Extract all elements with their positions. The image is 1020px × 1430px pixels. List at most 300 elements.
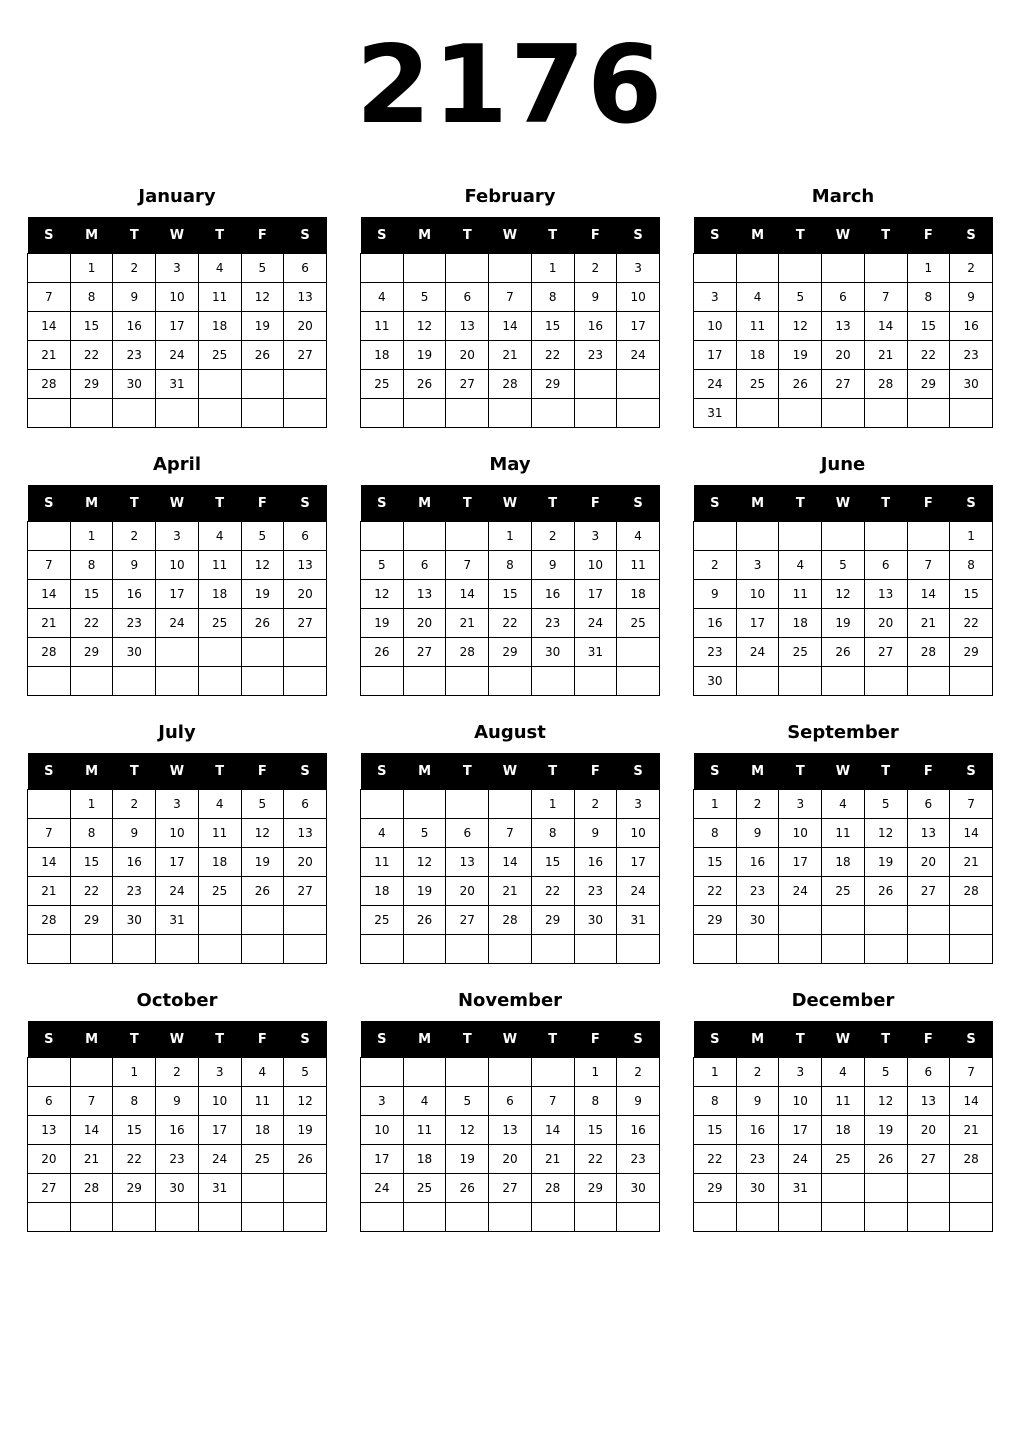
- day-cell[interactable]: 16: [736, 848, 779, 877]
- day-cell[interactable]: 21: [489, 877, 532, 906]
- day-cell[interactable]: 1: [531, 790, 574, 819]
- day-cell[interactable]: 16: [156, 1116, 199, 1145]
- day-cell[interactable]: 12: [403, 848, 446, 877]
- day-cell[interactable]: 2: [156, 1058, 199, 1087]
- day-cell[interactable]: 12: [779, 312, 822, 341]
- day-cell[interactable]: 5: [284, 1058, 327, 1087]
- day-cell[interactable]: 7: [446, 551, 489, 580]
- day-cell[interactable]: 29: [70, 638, 113, 667]
- day-cell[interactable]: 10: [156, 283, 199, 312]
- day-cell[interactable]: 17: [361, 1145, 404, 1174]
- day-cell[interactable]: 7: [864, 283, 907, 312]
- day-cell[interactable]: 26: [284, 1145, 327, 1174]
- day-cell[interactable]: 6: [284, 254, 327, 283]
- day-cell[interactable]: 17: [617, 848, 660, 877]
- day-cell[interactable]: 29: [950, 638, 993, 667]
- day-cell[interactable]: 3: [156, 254, 199, 283]
- day-cell[interactable]: 14: [28, 848, 71, 877]
- day-cell[interactable]: 20: [284, 312, 327, 341]
- day-cell[interactable]: 11: [779, 580, 822, 609]
- day-cell[interactable]: 3: [694, 283, 737, 312]
- day-cell[interactable]: 3: [198, 1058, 241, 1087]
- day-cell[interactable]: 21: [70, 1145, 113, 1174]
- day-cell[interactable]: 4: [779, 551, 822, 580]
- day-cell[interactable]: 16: [736, 1116, 779, 1145]
- day-cell[interactable]: 24: [361, 1174, 404, 1203]
- day-cell[interactable]: 8: [907, 283, 950, 312]
- day-cell[interactable]: 19: [822, 609, 865, 638]
- day-cell[interactable]: 17: [617, 312, 660, 341]
- day-cell[interactable]: 20: [822, 341, 865, 370]
- day-cell[interactable]: 2: [694, 551, 737, 580]
- day-cell[interactable]: 9: [574, 819, 617, 848]
- day-cell[interactable]: 2: [617, 1058, 660, 1087]
- day-cell[interactable]: 20: [28, 1145, 71, 1174]
- day-cell[interactable]: 4: [198, 522, 241, 551]
- day-cell[interactable]: 28: [489, 906, 532, 935]
- day-cell[interactable]: 13: [907, 819, 950, 848]
- day-cell[interactable]: 3: [156, 522, 199, 551]
- day-cell[interactable]: 22: [531, 877, 574, 906]
- day-cell[interactable]: 29: [531, 370, 574, 399]
- day-cell[interactable]: 17: [779, 1116, 822, 1145]
- day-cell[interactable]: 19: [779, 341, 822, 370]
- day-cell[interactable]: 29: [694, 906, 737, 935]
- day-cell[interactable]: 9: [950, 283, 993, 312]
- day-cell[interactable]: 25: [617, 609, 660, 638]
- day-cell[interactable]: 27: [446, 370, 489, 399]
- day-cell[interactable]: 20: [864, 609, 907, 638]
- day-cell[interactable]: 8: [70, 819, 113, 848]
- day-cell[interactable]: 9: [736, 1087, 779, 1116]
- day-cell[interactable]: 7: [28, 283, 71, 312]
- day-cell[interactable]: 7: [28, 819, 71, 848]
- day-cell[interactable]: 10: [156, 819, 199, 848]
- day-cell[interactable]: 31: [694, 399, 737, 428]
- day-cell[interactable]: 31: [779, 1174, 822, 1203]
- day-cell[interactable]: 24: [617, 877, 660, 906]
- day-cell[interactable]: 30: [736, 1174, 779, 1203]
- day-cell[interactable]: 3: [736, 551, 779, 580]
- day-cell[interactable]: 24: [694, 370, 737, 399]
- day-cell[interactable]: 7: [489, 819, 532, 848]
- day-cell[interactable]: 9: [113, 551, 156, 580]
- day-cell[interactable]: 1: [113, 1058, 156, 1087]
- day-cell[interactable]: 31: [156, 906, 199, 935]
- day-cell[interactable]: 25: [198, 877, 241, 906]
- day-cell[interactable]: 6: [446, 819, 489, 848]
- day-cell[interactable]: 24: [779, 1145, 822, 1174]
- day-cell[interactable]: 19: [446, 1145, 489, 1174]
- day-cell[interactable]: 14: [907, 580, 950, 609]
- day-cell[interactable]: 6: [489, 1087, 532, 1116]
- day-cell[interactable]: 17: [694, 341, 737, 370]
- day-cell[interactable]: 23: [736, 1145, 779, 1174]
- day-cell[interactable]: 17: [156, 312, 199, 341]
- day-cell[interactable]: 13: [403, 580, 446, 609]
- day-cell[interactable]: 21: [446, 609, 489, 638]
- day-cell[interactable]: 14: [489, 848, 532, 877]
- day-cell[interactable]: 30: [950, 370, 993, 399]
- day-cell[interactable]: 29: [113, 1174, 156, 1203]
- day-cell[interactable]: 23: [574, 877, 617, 906]
- day-cell[interactable]: 2: [113, 522, 156, 551]
- day-cell[interactable]: 27: [284, 609, 327, 638]
- day-cell[interactable]: 23: [574, 341, 617, 370]
- day-cell[interactable]: 18: [736, 341, 779, 370]
- day-cell[interactable]: 27: [822, 370, 865, 399]
- day-cell[interactable]: 14: [531, 1116, 574, 1145]
- day-cell[interactable]: 27: [907, 1145, 950, 1174]
- day-cell[interactable]: 23: [694, 638, 737, 667]
- day-cell[interactable]: 30: [694, 667, 737, 696]
- day-cell[interactable]: 10: [156, 551, 199, 580]
- day-cell[interactable]: 30: [736, 906, 779, 935]
- day-cell[interactable]: 22: [70, 877, 113, 906]
- day-cell[interactable]: 1: [574, 1058, 617, 1087]
- day-cell[interactable]: 11: [822, 819, 865, 848]
- day-cell[interactable]: 18: [822, 1116, 865, 1145]
- day-cell[interactable]: 27: [864, 638, 907, 667]
- day-cell[interactable]: 15: [70, 580, 113, 609]
- day-cell[interactable]: 23: [531, 609, 574, 638]
- day-cell[interactable]: 9: [574, 283, 617, 312]
- day-cell[interactable]: 15: [70, 848, 113, 877]
- day-cell[interactable]: 16: [113, 312, 156, 341]
- day-cell[interactable]: 25: [361, 370, 404, 399]
- day-cell[interactable]: 30: [113, 370, 156, 399]
- day-cell[interactable]: 28: [28, 370, 71, 399]
- day-cell[interactable]: 30: [156, 1174, 199, 1203]
- day-cell[interactable]: 20: [284, 580, 327, 609]
- day-cell[interactable]: 10: [779, 1087, 822, 1116]
- day-cell[interactable]: 19: [403, 341, 446, 370]
- day-cell[interactable]: 13: [446, 848, 489, 877]
- day-cell[interactable]: 21: [28, 609, 71, 638]
- day-cell[interactable]: 30: [531, 638, 574, 667]
- day-cell[interactable]: 2: [574, 254, 617, 283]
- day-cell[interactable]: 29: [694, 1174, 737, 1203]
- day-cell[interactable]: 8: [531, 283, 574, 312]
- day-cell[interactable]: 8: [70, 283, 113, 312]
- day-cell[interactable]: 18: [403, 1145, 446, 1174]
- day-cell[interactable]: 6: [403, 551, 446, 580]
- day-cell[interactable]: 24: [574, 609, 617, 638]
- day-cell[interactable]: 1: [70, 522, 113, 551]
- day-cell[interactable]: 15: [531, 848, 574, 877]
- day-cell[interactable]: 25: [779, 638, 822, 667]
- day-cell[interactable]: 13: [907, 1087, 950, 1116]
- day-cell[interactable]: 25: [198, 341, 241, 370]
- day-cell[interactable]: 28: [864, 370, 907, 399]
- day-cell[interactable]: 23: [113, 609, 156, 638]
- day-cell[interactable]: 18: [361, 341, 404, 370]
- day-cell[interactable]: 16: [694, 609, 737, 638]
- day-cell[interactable]: 27: [446, 906, 489, 935]
- day-cell[interactable]: 25: [361, 906, 404, 935]
- day-cell[interactable]: 10: [694, 312, 737, 341]
- day-cell[interactable]: 6: [28, 1087, 71, 1116]
- day-cell[interactable]: 3: [361, 1087, 404, 1116]
- day-cell[interactable]: 26: [822, 638, 865, 667]
- day-cell[interactable]: 31: [156, 370, 199, 399]
- day-cell[interactable]: 9: [617, 1087, 660, 1116]
- day-cell[interactable]: 11: [617, 551, 660, 580]
- day-cell[interactable]: 16: [113, 848, 156, 877]
- day-cell[interactable]: 2: [950, 254, 993, 283]
- day-cell[interactable]: 11: [361, 848, 404, 877]
- day-cell[interactable]: 5: [403, 283, 446, 312]
- day-cell[interactable]: 3: [617, 790, 660, 819]
- day-cell[interactable]: 6: [864, 551, 907, 580]
- day-cell[interactable]: 15: [70, 312, 113, 341]
- day-cell[interactable]: 1: [70, 790, 113, 819]
- day-cell[interactable]: 3: [156, 790, 199, 819]
- day-cell[interactable]: 23: [113, 341, 156, 370]
- day-cell[interactable]: 24: [736, 638, 779, 667]
- day-cell[interactable]: 9: [694, 580, 737, 609]
- day-cell[interactable]: 2: [736, 790, 779, 819]
- day-cell[interactable]: 28: [950, 1145, 993, 1174]
- day-cell[interactable]: 5: [864, 790, 907, 819]
- day-cell[interactable]: 26: [403, 370, 446, 399]
- day-cell[interactable]: 16: [617, 1116, 660, 1145]
- day-cell[interactable]: 28: [531, 1174, 574, 1203]
- day-cell[interactable]: 29: [531, 906, 574, 935]
- day-cell[interactable]: 12: [361, 580, 404, 609]
- day-cell[interactable]: 14: [446, 580, 489, 609]
- day-cell[interactable]: 20: [489, 1145, 532, 1174]
- day-cell[interactable]: 7: [950, 790, 993, 819]
- day-cell[interactable]: 11: [198, 283, 241, 312]
- day-cell[interactable]: 13: [284, 819, 327, 848]
- day-cell[interactable]: 11: [822, 1087, 865, 1116]
- day-cell[interactable]: 11: [403, 1116, 446, 1145]
- day-cell[interactable]: 12: [822, 580, 865, 609]
- day-cell[interactable]: 26: [779, 370, 822, 399]
- day-cell[interactable]: 4: [403, 1087, 446, 1116]
- day-cell[interactable]: 6: [907, 790, 950, 819]
- day-cell[interactable]: 8: [531, 819, 574, 848]
- day-cell[interactable]: 30: [113, 638, 156, 667]
- day-cell[interactable]: 28: [950, 877, 993, 906]
- day-cell[interactable]: 7: [70, 1087, 113, 1116]
- day-cell[interactable]: 8: [70, 551, 113, 580]
- day-cell[interactable]: 11: [736, 312, 779, 341]
- day-cell[interactable]: 22: [694, 877, 737, 906]
- day-cell[interactable]: 27: [489, 1174, 532, 1203]
- day-cell[interactable]: 4: [241, 1058, 284, 1087]
- day-cell[interactable]: 5: [361, 551, 404, 580]
- day-cell[interactable]: 19: [403, 877, 446, 906]
- day-cell[interactable]: 10: [617, 819, 660, 848]
- day-cell[interactable]: 1: [694, 1058, 737, 1087]
- day-cell[interactable]: 13: [489, 1116, 532, 1145]
- day-cell[interactable]: 18: [241, 1116, 284, 1145]
- day-cell[interactable]: 19: [361, 609, 404, 638]
- day-cell[interactable]: 20: [446, 877, 489, 906]
- day-cell[interactable]: 26: [361, 638, 404, 667]
- day-cell[interactable]: 25: [198, 609, 241, 638]
- day-cell[interactable]: 28: [907, 638, 950, 667]
- day-cell[interactable]: 5: [241, 254, 284, 283]
- day-cell[interactable]: 21: [489, 341, 532, 370]
- day-cell[interactable]: 26: [446, 1174, 489, 1203]
- day-cell[interactable]: 24: [617, 341, 660, 370]
- day-cell[interactable]: 24: [156, 877, 199, 906]
- day-cell[interactable]: 14: [70, 1116, 113, 1145]
- day-cell[interactable]: 5: [446, 1087, 489, 1116]
- day-cell[interactable]: 2: [736, 1058, 779, 1087]
- day-cell[interactable]: 21: [531, 1145, 574, 1174]
- day-cell[interactable]: 7: [531, 1087, 574, 1116]
- day-cell[interactable]: 18: [198, 312, 241, 341]
- day-cell[interactable]: 25: [822, 1145, 865, 1174]
- day-cell[interactable]: 5: [779, 283, 822, 312]
- day-cell[interactable]: 2: [113, 254, 156, 283]
- day-cell[interactable]: 6: [822, 283, 865, 312]
- day-cell[interactable]: 11: [198, 551, 241, 580]
- day-cell[interactable]: 17: [198, 1116, 241, 1145]
- day-cell[interactable]: 17: [736, 609, 779, 638]
- day-cell[interactable]: 22: [950, 609, 993, 638]
- day-cell[interactable]: 19: [864, 848, 907, 877]
- day-cell[interactable]: 20: [907, 848, 950, 877]
- day-cell[interactable]: 9: [113, 819, 156, 848]
- day-cell[interactable]: 28: [28, 906, 71, 935]
- day-cell[interactable]: 22: [907, 341, 950, 370]
- day-cell[interactable]: 12: [864, 819, 907, 848]
- day-cell[interactable]: 3: [617, 254, 660, 283]
- day-cell[interactable]: 1: [531, 254, 574, 283]
- day-cell[interactable]: 1: [694, 790, 737, 819]
- day-cell[interactable]: 12: [284, 1087, 327, 1116]
- day-cell[interactable]: 1: [950, 522, 993, 551]
- day-cell[interactable]: 5: [241, 522, 284, 551]
- day-cell[interactable]: 24: [156, 609, 199, 638]
- day-cell[interactable]: 29: [907, 370, 950, 399]
- day-cell[interactable]: 7: [907, 551, 950, 580]
- day-cell[interactable]: 12: [241, 283, 284, 312]
- day-cell[interactable]: 1: [489, 522, 532, 551]
- day-cell[interactable]: 22: [113, 1145, 156, 1174]
- day-cell[interactable]: 18: [198, 848, 241, 877]
- day-cell[interactable]: 19: [241, 312, 284, 341]
- day-cell[interactable]: 5: [822, 551, 865, 580]
- day-cell[interactable]: 30: [113, 906, 156, 935]
- day-cell[interactable]: 5: [241, 790, 284, 819]
- day-cell[interactable]: 25: [736, 370, 779, 399]
- day-cell[interactable]: 18: [617, 580, 660, 609]
- day-cell[interactable]: 13: [446, 312, 489, 341]
- day-cell[interactable]: 24: [156, 341, 199, 370]
- day-cell[interactable]: 25: [822, 877, 865, 906]
- day-cell[interactable]: 26: [241, 877, 284, 906]
- day-cell[interactable]: 30: [617, 1174, 660, 1203]
- day-cell[interactable]: 6: [446, 283, 489, 312]
- day-cell[interactable]: 27: [28, 1174, 71, 1203]
- day-cell[interactable]: 22: [489, 609, 532, 638]
- day-cell[interactable]: 12: [446, 1116, 489, 1145]
- day-cell[interactable]: 22: [574, 1145, 617, 1174]
- day-cell[interactable]: 2: [574, 790, 617, 819]
- day-cell[interactable]: 19: [864, 1116, 907, 1145]
- day-cell[interactable]: 17: [574, 580, 617, 609]
- day-cell[interactable]: 3: [779, 790, 822, 819]
- day-cell[interactable]: 27: [907, 877, 950, 906]
- day-cell[interactable]: 15: [694, 848, 737, 877]
- day-cell[interactable]: 6: [284, 790, 327, 819]
- day-cell[interactable]: 22: [531, 341, 574, 370]
- day-cell[interactable]: 28: [446, 638, 489, 667]
- day-cell[interactable]: 9: [156, 1087, 199, 1116]
- day-cell[interactable]: 23: [736, 877, 779, 906]
- day-cell[interactable]: 14: [864, 312, 907, 341]
- day-cell[interactable]: 20: [446, 341, 489, 370]
- day-cell[interactable]: 16: [574, 848, 617, 877]
- day-cell[interactable]: 19: [241, 848, 284, 877]
- day-cell[interactable]: 6: [284, 522, 327, 551]
- day-cell[interactable]: 9: [531, 551, 574, 580]
- day-cell[interactable]: 9: [736, 819, 779, 848]
- day-cell[interactable]: 10: [736, 580, 779, 609]
- day-cell[interactable]: 23: [113, 877, 156, 906]
- day-cell[interactable]: 15: [950, 580, 993, 609]
- day-cell[interactable]: 19: [241, 580, 284, 609]
- day-cell[interactable]: 5: [403, 819, 446, 848]
- day-cell[interactable]: 21: [950, 1116, 993, 1145]
- day-cell[interactable]: 21: [950, 848, 993, 877]
- day-cell[interactable]: 11: [361, 312, 404, 341]
- day-cell[interactable]: 29: [70, 906, 113, 935]
- day-cell[interactable]: 26: [864, 877, 907, 906]
- day-cell[interactable]: 29: [489, 638, 532, 667]
- day-cell[interactable]: 4: [617, 522, 660, 551]
- day-cell[interactable]: 21: [907, 609, 950, 638]
- day-cell[interactable]: 18: [822, 848, 865, 877]
- day-cell[interactable]: 25: [403, 1174, 446, 1203]
- day-cell[interactable]: 5: [864, 1058, 907, 1087]
- day-cell[interactable]: 7: [28, 551, 71, 580]
- day-cell[interactable]: 4: [361, 283, 404, 312]
- day-cell[interactable]: 23: [950, 341, 993, 370]
- day-cell[interactable]: 26: [403, 906, 446, 935]
- day-cell[interactable]: 4: [198, 254, 241, 283]
- day-cell[interactable]: 13: [284, 551, 327, 580]
- day-cell[interactable]: 31: [617, 906, 660, 935]
- day-cell[interactable]: 3: [574, 522, 617, 551]
- day-cell[interactable]: 21: [28, 341, 71, 370]
- day-cell[interactable]: 13: [864, 580, 907, 609]
- day-cell[interactable]: 8: [574, 1087, 617, 1116]
- day-cell[interactable]: 12: [241, 551, 284, 580]
- day-cell[interactable]: 15: [531, 312, 574, 341]
- day-cell[interactable]: 19: [284, 1116, 327, 1145]
- day-cell[interactable]: 27: [284, 877, 327, 906]
- day-cell[interactable]: 17: [156, 580, 199, 609]
- day-cell[interactable]: 28: [70, 1174, 113, 1203]
- day-cell[interactable]: 4: [822, 790, 865, 819]
- day-cell[interactable]: 27: [403, 638, 446, 667]
- day-cell[interactable]: 13: [28, 1116, 71, 1145]
- day-cell[interactable]: 17: [779, 848, 822, 877]
- day-cell[interactable]: 12: [241, 819, 284, 848]
- day-cell[interactable]: 2: [531, 522, 574, 551]
- day-cell[interactable]: 14: [950, 819, 993, 848]
- day-cell[interactable]: 15: [489, 580, 532, 609]
- day-cell[interactable]: 13: [822, 312, 865, 341]
- day-cell[interactable]: 14: [28, 580, 71, 609]
